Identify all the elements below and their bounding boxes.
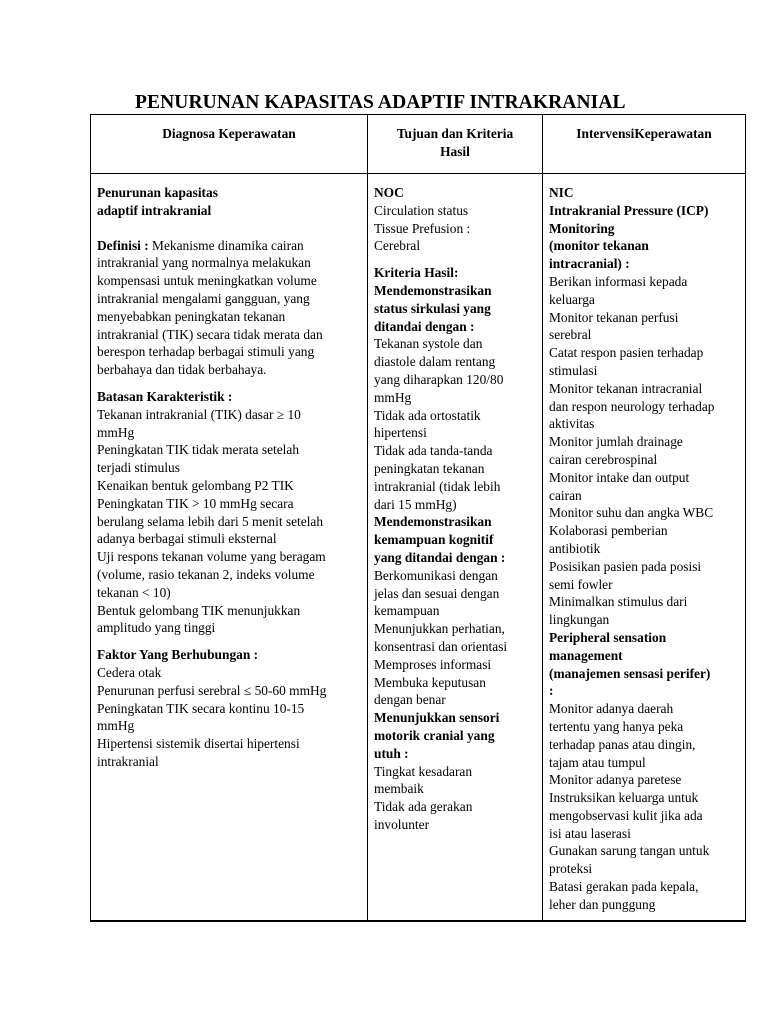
batasan-line: Uji respons tekanan volume yang beragam: [97, 549, 326, 565]
definisi-label: Definisi :: [97, 237, 149, 253]
intervensi-item: Gunakan sarung tangan untuk: [549, 843, 710, 859]
noc-label: NOC: [374, 185, 404, 200]
intervensi-item: isi atau laserasi: [549, 825, 631, 841]
kriteria-item: konsentrasi dan orientasi: [374, 638, 508, 654]
intervensi-item: semi fowler: [549, 576, 613, 592]
batasan-label: Batasan Karakteristik :: [97, 388, 233, 404]
faktor-line: Cedera otak: [97, 664, 162, 680]
batasan-line: Peningkatan TIK tidak merata setelah: [97, 442, 300, 458]
intervensi-item: Batasi gerakan pada kepala,: [549, 879, 699, 895]
kriteria-item: Tekanan systole dan: [374, 336, 483, 352]
intervensi-cell: [543, 174, 746, 921]
diagnosa-name: adaptif intrakranial: [97, 202, 212, 218]
batasan-line: tekanan < 10): [97, 584, 171, 600]
kriteria-heading-sirkulasi: [374, 282, 538, 335]
kriteria-heading: motorik cranial yang: [374, 727, 495, 743]
batasan-line: (volume, rasio tekanan 2, indeks volume: [97, 566, 315, 582]
definisi-line: menyebabkan peningkatan tekanan: [97, 308, 286, 324]
document-title: PENURUNAN KAPASITAS ADAPTIF INTRAKRANIAL: [135, 92, 626, 113]
kriteria-item: mmHg: [374, 389, 412, 405]
kriteria-heading: Mendemonstrasikan: [374, 514, 492, 530]
kriteria-item: intrakranial (tidak lebih: [374, 478, 501, 494]
intervensi-item: Monitor adanya daerah: [549, 701, 674, 717]
kriteria-item: peningkatan tekanan: [374, 460, 485, 476]
kriteria-item: hipertensi: [374, 425, 427, 441]
batasan-line: adanya berbagai stimuli eksternal: [97, 531, 277, 547]
intervensi-item: Monitor suhu dan angka WBC: [549, 505, 714, 521]
intervensi-list-sensasi: [549, 700, 741, 914]
batasan-line: Tekanan intrakranial (TIK) dasar ≥ 10: [97, 406, 301, 422]
intervensi-item: Berikan informasi kepada: [549, 273, 688, 289]
faktor-line: mmHg: [97, 718, 135, 734]
intervensi-item: tertentu yang hanya peka: [549, 718, 684, 734]
intervensi-heading: Peripheral sensation: [549, 629, 667, 645]
intervensi-heading: :: [549, 683, 554, 699]
noc-item: Circulation status: [374, 202, 469, 218]
definisi-line: berespon terhadap berbagai stimuli yang: [97, 344, 315, 360]
batasan-list: [97, 406, 363, 637]
nic-label: NIC: [549, 185, 574, 200]
intervensi-item: Monitor adanya paretese: [549, 772, 682, 788]
definisi-line: intrakranial mengalami gangguan, yang: [97, 290, 310, 306]
intervensi-item: Monitor intake dan output: [549, 469, 690, 485]
intervensi-item: mengobservasi kulit jika ada: [549, 807, 703, 823]
kriteria-item: dengan benar: [374, 692, 446, 708]
kriteria-item: Memproses informasi: [374, 656, 492, 672]
intervensi-item: Minimalkan stimulus dari: [549, 594, 688, 610]
kriteria-heading: status sirkulasi yang: [374, 300, 491, 316]
intervensi-item: cairan cerebrospinal: [549, 451, 658, 467]
kriteria-item: dari 15 mmHg): [374, 496, 457, 512]
batasan-line: Peningkatan TIK > 10 mmHg secara: [97, 495, 294, 511]
kriteria-list-kognitif: [374, 567, 538, 709]
kriteria-item: jelas dan sesuai dengan: [374, 585, 500, 601]
faktor-line: intrakranial: [97, 753, 159, 769]
noc-item: Tissue Prefusion :: [374, 220, 471, 236]
noc-list: [374, 202, 538, 255]
kriteria-heading: Mendemonstrasikan: [374, 282, 492, 298]
batasan-line: berulang selama lebih dari 5 menit setelah: [97, 513, 324, 529]
intervensi-item: cairan: [549, 487, 582, 503]
batasan-line: Kenaikan bentuk gelombang P2 TIK: [97, 477, 294, 493]
kriteria-heading: kemampuan kognitif: [374, 532, 494, 548]
intervensi-item: aktivitas: [549, 416, 595, 432]
intervensi-item: Kolaborasi pemberian: [549, 523, 668, 539]
intervensi-heading-icp: [549, 202, 741, 273]
kriteria-item: Membuka keputusan: [374, 674, 486, 690]
intervensi-item: proteksi: [549, 861, 593, 877]
kriteria-label: Kriteria Hasil:: [374, 265, 459, 281]
intervensi-item: stimulasi: [549, 362, 598, 378]
kriteria-item: involunter: [374, 816, 430, 832]
header-tujuan-line: Tujuan dan Kriteria: [396, 126, 514, 141]
intervensi-item: terhadap panas atau dingin,: [549, 736, 696, 752]
intervensi-heading: (monitor tekanan: [549, 238, 649, 254]
kriteria-heading: yang ditandai dengan :: [374, 549, 506, 565]
kriteria-item: kemampuan: [374, 603, 440, 619]
kriteria-heading-sensori: [374, 709, 538, 762]
kriteria-heading: Menunjukkan sensori: [374, 710, 500, 726]
kriteria-item: Berkomunikasi dengan: [374, 567, 498, 583]
intervensi-item: tajam atau tumpul: [549, 754, 646, 770]
intervensi-item: Instruksikan keluarga untuk: [549, 790, 699, 806]
faktor-list: [97, 664, 363, 771]
diagnosa-name: Penurunan kapasitas: [97, 185, 218, 200]
batasan-line: Bentuk gelombang TIK menunjukkan: [97, 602, 301, 618]
content-row: [91, 174, 746, 921]
header-tujuan-line: Hasil: [440, 143, 470, 159]
header-intervensi: IntervensiKeperawatan: [543, 115, 746, 174]
intervensi-item: leher dan punggung: [549, 896, 656, 912]
intervensi-item: antibiotik: [549, 540, 601, 556]
intervensi-item: Catat respon pasien terhadap: [549, 345, 704, 361]
intervensi-item: keluarga: [549, 291, 595, 307]
intervensi-item: serebral: [549, 327, 592, 343]
definisi-line: kompensasi untuk meningkatkan volume: [97, 273, 317, 289]
intervensi-heading: management: [549, 647, 623, 663]
kriteria-heading: utuh :: [374, 745, 409, 761]
definisi-line: intrakranial (TIK) secara tidak merata dan: [97, 326, 323, 342]
kriteria-item: Menunjukkan perhatian,: [374, 621, 505, 637]
intervensi-item: lingkungan: [549, 612, 610, 628]
faktor-line: Penurunan perfusi serebral ≤ 50-60 mmHg: [97, 682, 327, 698]
kriteria-item: Tidak ada tanda-tanda: [374, 443, 493, 459]
definisi-line: intrakranial yang normalnya melakukan: [97, 255, 311, 271]
kriteria-item: Tidak ada ortostatik: [374, 407, 481, 423]
kriteria-item: membaik: [374, 781, 424, 797]
batasan-line: mmHg: [97, 424, 135, 440]
definisi-line: Definisi : Mekanisme dinamika cairan: [97, 237, 304, 253]
header-diagnosa: Diagnosa Keperawatan: [91, 115, 368, 174]
intervensi-heading: Intrakranial Pressure (ICP): [549, 202, 709, 218]
kriteria-item: yang diharapkan 120/80: [374, 371, 504, 387]
batasan-line: terjadi stimulus: [97, 460, 180, 476]
kriteria-item: Tidak ada gerakan: [374, 799, 473, 815]
batasan-line: amplitudo yang tinggi: [97, 620, 216, 636]
intervensi-heading: intracranial) :: [549, 256, 630, 272]
intervensi-heading: Monitoring: [549, 220, 615, 236]
intervensi-item: Posisikan pasien pada posisi: [549, 558, 702, 574]
header-row: [91, 115, 746, 174]
noc-item: Cerebral: [374, 238, 421, 254]
kriteria-item: diastole dalam rentang: [374, 354, 496, 370]
intervensi-heading: (manajemen sensasi perifer): [549, 665, 711, 681]
diagnosa-cell: [91, 174, 368, 921]
header-tujuan: [368, 115, 543, 174]
intervensi-item: Monitor jumlah drainage: [549, 434, 683, 450]
kriteria-item: Tingkat kesadaran: [374, 763, 473, 779]
tujuan-cell: [368, 174, 543, 921]
care-plan-table: [90, 114, 746, 922]
kriteria-heading-kognitif: [374, 513, 538, 566]
faktor-line: Peningkatan TIK secara kontinu 10-15: [97, 700, 305, 716]
intervensi-item: Monitor tekanan intracranial: [549, 380, 703, 396]
intervensi-list-icp: [549, 273, 741, 629]
kriteria-heading: ditandai dengan :: [374, 318, 475, 334]
faktor-label: Faktor Yang Berhubungan :: [97, 647, 259, 663]
kriteria-list-sirkulasi: [374, 335, 538, 513]
intervensi-item: dan respon neurology terhadap: [549, 398, 715, 414]
definisi-line: berbahaya dan tidak berbahaya.: [97, 362, 267, 378]
kriteria-list-sensori: [374, 763, 538, 834]
intervensi-heading-sensasi: [549, 629, 741, 700]
faktor-line: Hipertensi sistemik disertai hipertensi: [97, 736, 300, 752]
intervensi-item: Monitor tekanan perfusi: [549, 309, 679, 325]
